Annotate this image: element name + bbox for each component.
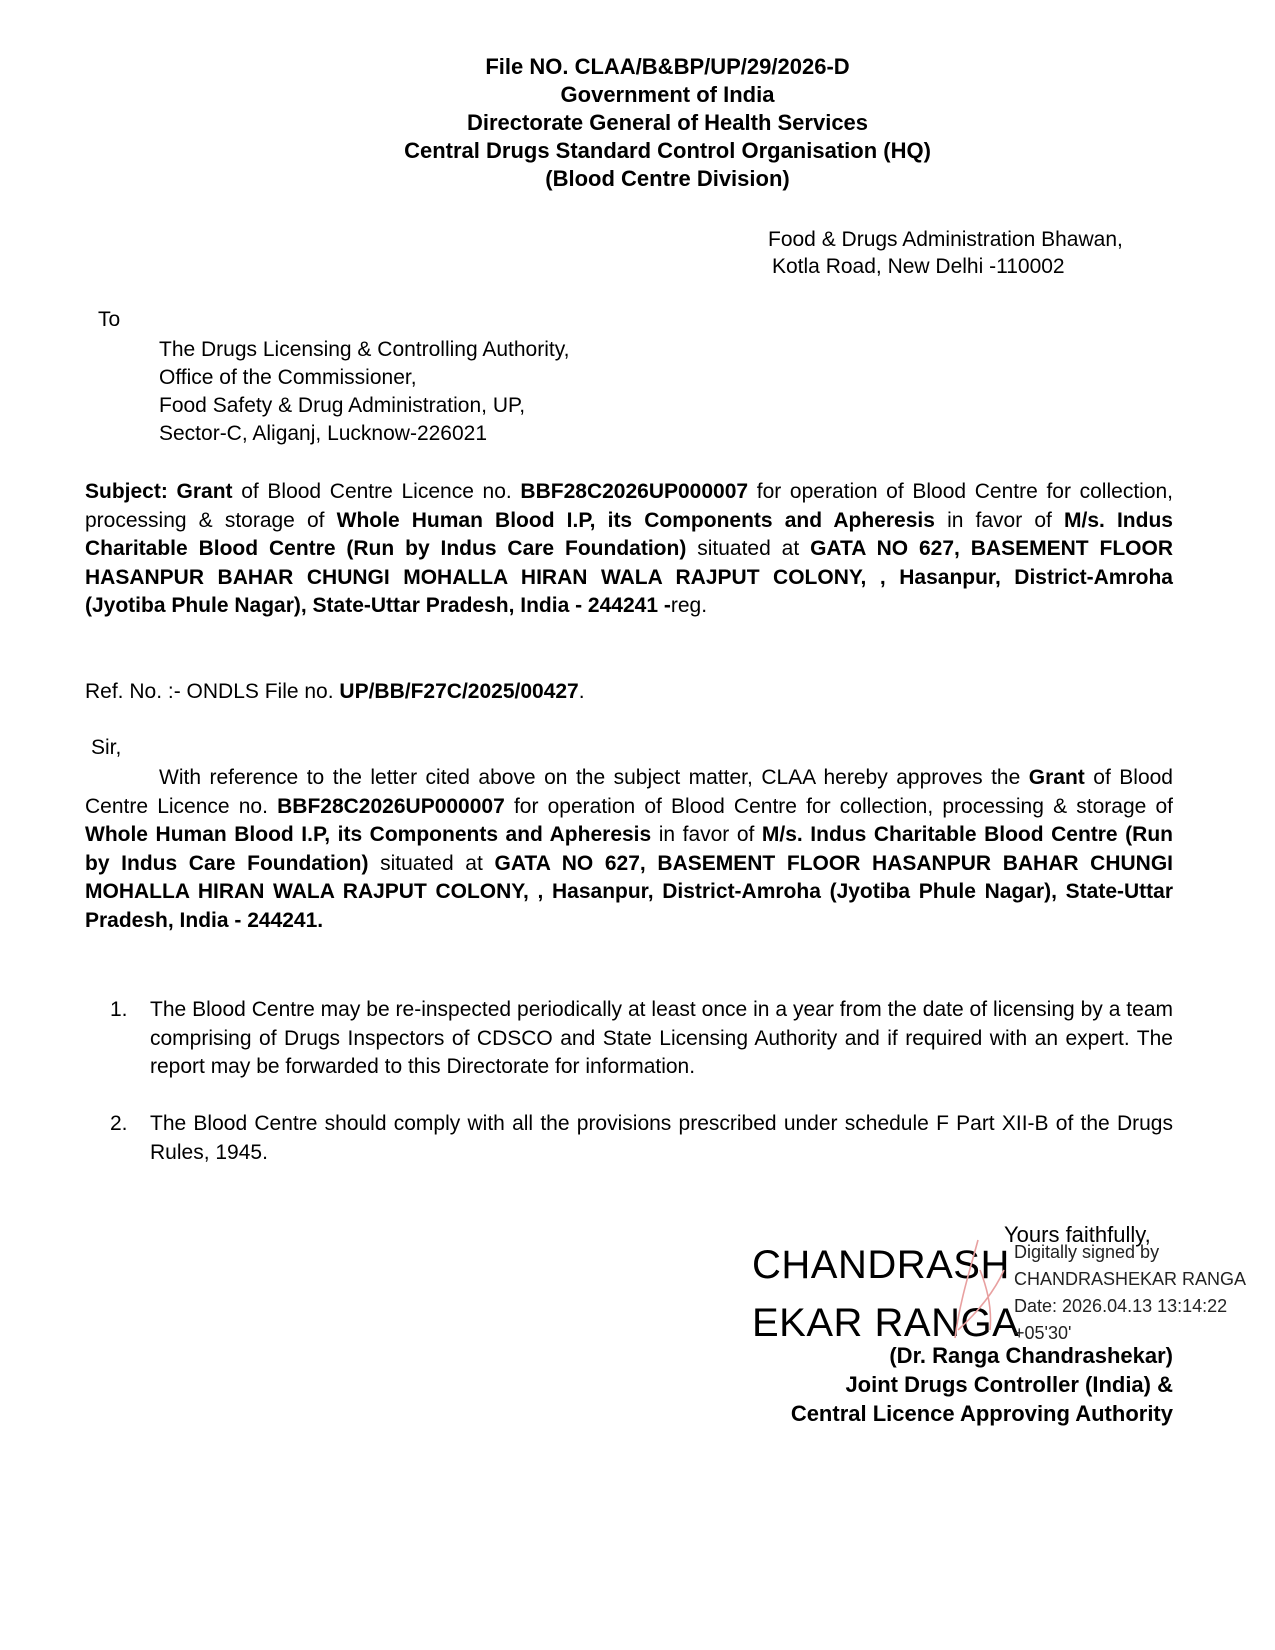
header-line-directorate: Directorate General of Health Services	[466, 110, 869, 135]
reference-prefix: Ref. No. :- ONDLS File no.	[85, 680, 340, 703]
signer-title-line1: Joint Drugs Controller (India) &	[845, 1372, 1173, 1397]
subject-licence-number: BBF28C2026UP000007	[520, 480, 749, 503]
subject-label: Subject:	[85, 480, 168, 503]
body-text: situated at	[368, 851, 495, 875]
sender-address-line1: Food & Drugs Administration Bhawan,	[768, 228, 1123, 251]
signature-detail-date: Date: 2026.04.13 13:14:22	[1014, 1296, 1228, 1316]
sender-address-line2: Kotla Road, New Delhi -110002	[772, 255, 1065, 278]
body-text: in favor of	[651, 823, 762, 846]
recipient-line2: Office of the Commissioner,	[159, 366, 417, 389]
header-line-organisation: Central Drugs Standard Control Organisation (HQ)	[404, 138, 931, 163]
subject-text: reg.	[670, 594, 708, 617]
body-licence-number: BBF28C2026UP000007	[277, 794, 505, 818]
condition-number: 2.	[110, 1112, 128, 1135]
recipient-address	[159, 336, 569, 448]
signature-name-line2: EKAR RANGA	[752, 1301, 1020, 1345]
body-text: for operation of Blood Centre for collection, processing & storage of	[504, 794, 1173, 818]
subject-paragraph	[85, 478, 1173, 621]
body-firm: M/s. Indus Charitable Blood Centre (Run by Indus Care Foundation)	[85, 823, 1173, 875]
subject-text: in favor of	[934, 508, 1064, 532]
sender-address	[768, 226, 1123, 280]
condition-item-2	[110, 1110, 1173, 1167]
body-paragraph	[85, 764, 1173, 935]
subject-address: GATA NO 627, BASEMENT FLOOR HASANPUR BAHAR CHUNGI MOHALLA HIRAN WALA RAJPUT COLONY, , Hasanpur, District-Amroha (Jyotiba Phule Nagar), State-Uttar Pradesh, India - 244241 -	[85, 537, 1173, 617]
subject-text: of Blood Centre Licence no.	[232, 480, 521, 503]
subject-text: situated at	[686, 537, 811, 560]
signer-name: (Dr. Ranga Chandrashekar)	[889, 1343, 1173, 1368]
subject-text: for operation of Blood Centre for collection, processing & storage of	[85, 480, 1174, 532]
signature-detail-line1: Digitally signed by	[1014, 1242, 1160, 1262]
subject-grant: Grant	[176, 480, 233, 503]
reference-line	[85, 680, 585, 704]
header-line-government: Government of India	[560, 82, 775, 107]
signer-title-line2: Central Licence Approving Authority	[790, 1401, 1173, 1426]
signature-detail-line2: CHANDRASHEKAR RANGA	[1014, 1269, 1247, 1289]
closing-phrase: Yours faithfully,	[1004, 1222, 1151, 1247]
body-grant: Grant	[1028, 766, 1085, 789]
recipient-line1: The Drugs Licensing & Controlling Authority,	[159, 338, 570, 361]
file-number: File NO. CLAA/B&BP/UP/29/2026-D	[485, 54, 850, 79]
recipient-line4: Sector-C, Aliganj, Lucknow-226021	[159, 422, 488, 445]
signature-check-mark-icon	[940, 1230, 1020, 1350]
digital-signature-details	[1014, 1239, 1246, 1347]
body-text: of Blood Centre Licence no.	[85, 766, 1173, 818]
signature-detail-timezone: +05'30'	[1014, 1323, 1072, 1343]
header-line-division: (Blood Centre Division)	[545, 166, 790, 191]
recipient-line3: Food Safety & Drug Administration, UP,	[159, 394, 526, 417]
condition-item-1	[110, 996, 1173, 1082]
body-text: With reference to the letter cited above on the subject matter, CLAA hereby approves the	[159, 766, 1029, 789]
to-label: To	[98, 308, 121, 331]
reference-file-number: UP/BB/F27C/2025/00427	[339, 680, 579, 703]
subject-firm: M/s. Indus Charitable Blood Centre (Run by Indus Care Foundation)	[85, 508, 1173, 560]
body-address: GATA NO 627, BASEMENT FLOOR HASANPUR BAHAR CHUNGI MOHALLA HIRAN WALA RAJPUT COLONY, , Hasanpur, District-Amroha (Jyotiba Phule Nagar), State-Uttar Pradesh, India - 244241.	[85, 851, 1174, 932]
signature-name-line1: CHANDRASH	[752, 1243, 1010, 1287]
condition-text: The Blood Centre should comply with all the provisions prescribed under schedule F Part XII-B of the Drugs Rules, 1945.	[150, 1112, 1173, 1164]
body-products: Whole Human Blood I.P, its Components and Apheresis	[85, 823, 652, 846]
subject-products: Whole Human Blood I.P, its Components and Apheresis	[336, 508, 935, 532]
reference-suffix: .	[578, 680, 585, 703]
salutation: Sir,	[91, 736, 122, 759]
condition-number: 1.	[110, 998, 128, 1021]
letter-header	[0, 53, 1275, 193]
condition-text: The Blood Centre may be re-inspected periodically at least once in a year from the date of licensing by a team comprising of Drugs Inspectors of CDSCO and State Licensing Authority and if required with an expert. The report may be forwarded to this Directorate for information.	[150, 998, 1173, 1078]
signer-block	[653, 1341, 1173, 1428]
